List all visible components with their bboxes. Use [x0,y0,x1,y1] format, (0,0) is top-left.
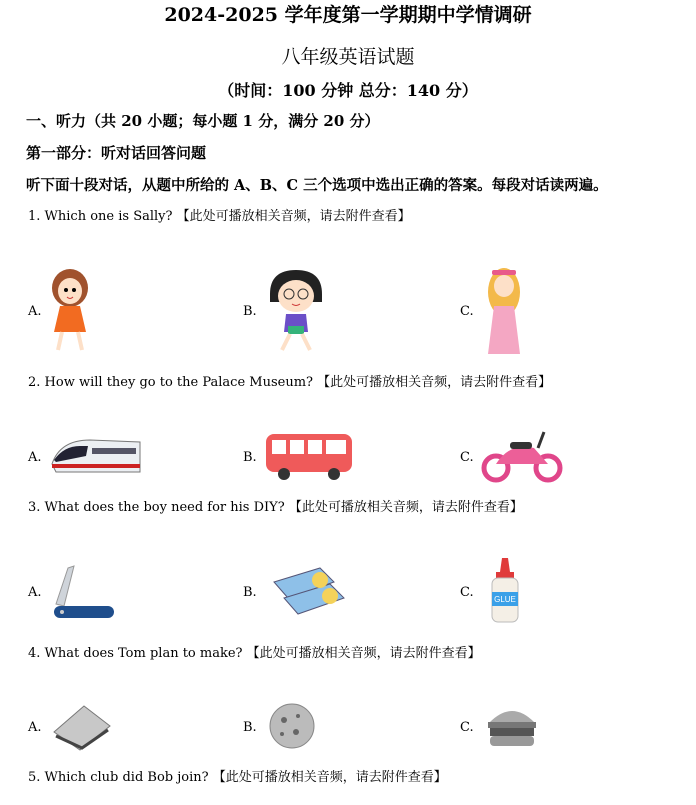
option-a: A. [28,720,42,735]
option-a: A. [28,450,42,465]
option-a: A. [28,585,42,600]
option-c: C. [460,450,474,465]
question-5: 5. Which club did Bob join? 【此处可播放相关音频，请去附件查看】 [28,770,447,785]
section-heading: 一、听力（共 20 小题；每小题 1 分，满分 20 分） [26,112,380,130]
exam-title: 2024-2025 学年度第一学期期中学情调研 [164,4,532,26]
option-c: C. [460,720,474,735]
instruction: 听下面十段对话，从题中所给的 A、B、C 三个选项中选出正确的答案。每段对话读两遍。 [26,177,608,194]
option-c: C. [460,585,474,600]
sandwich-image [50,702,114,752]
girl-orange-dress-image [48,266,92,354]
question-3: 3. What does the boy need for his DIY? 【此处可播放相关音频，请去附件查看】 [28,500,523,515]
question-1: 1. Which one is Sally? 【此处可播放相关音频，请去附件查看】 [28,209,411,224]
question-4: 4. What does Tom plan to make? 【此处可播放相关音频，请去附件查看】 [28,646,481,661]
girl-blonde-pink-dress-image [482,266,526,356]
option-b: B. [243,720,257,735]
time-score: （时间：100 分钟 总分：140 分） [218,81,478,100]
glue-image [488,556,522,626]
option-b: B. [243,450,257,465]
motorbike-image [480,428,564,484]
knife-image [50,564,116,622]
bullet-train-image [50,434,142,478]
part-heading: 第一部分：听对话回答问题 [26,144,207,162]
glue-label: GLUE [494,595,516,604]
question-2: 2. How will they go to the Palace Museum? 【此处可播放相关音频，请去附件查看】 [28,375,552,390]
cookie-image [268,702,316,750]
option-a: A. [28,304,42,319]
tape-image [270,562,350,622]
bus-image [264,432,354,480]
option-b: B. [243,585,257,600]
option-b: B. [243,304,257,319]
option-c: C. [460,304,474,319]
exam-subtitle: 八年级英语试题 [281,46,415,68]
hamburger-image [486,704,538,750]
girl-glasses-running-image [264,266,328,354]
